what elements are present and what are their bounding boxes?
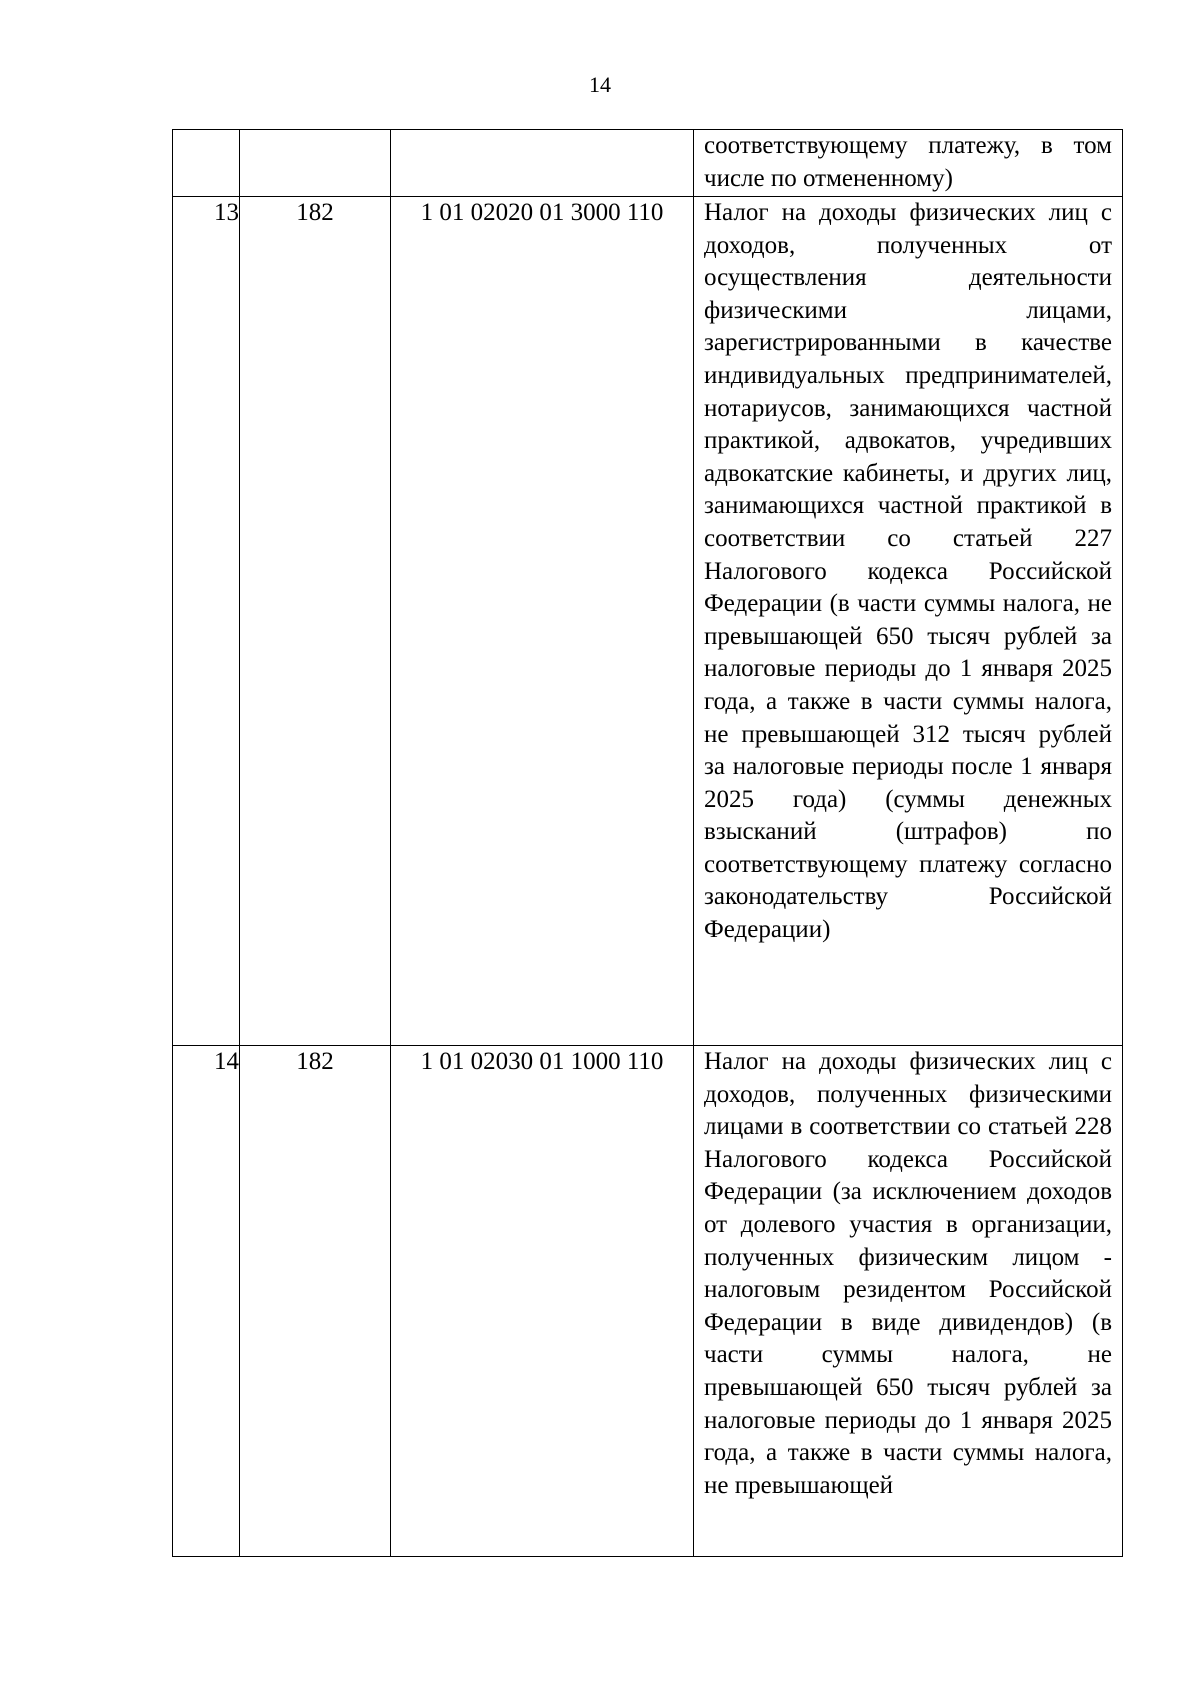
income-name: Налог на доходы физических лиц с доходов, полученных физическими лицами в соответствии со статьей 228 Налогового кодекса Российской Федерации (за исключением доходов от долевого участия в организации, полученных физическим лицом - налоговым резидентом Российской Федерации в виде дивидендов) (в части суммы налога, не превышающей 650 тысяч рублей за налоговые периоды до 1 января 2025 года, а также в части суммы налога, не превышающей [704, 1048, 1112, 1499]
budget-codes-table [172, 129, 1123, 1557]
admin-code-cell [240, 130, 391, 197]
table-row [173, 130, 1123, 197]
row-number-cell [173, 130, 240, 197]
row-number-cell [173, 1046, 240, 1557]
row-number: 14 [214, 1048, 239, 1075]
kbk-code-cell [391, 130, 694, 197]
row-number-cell [173, 197, 240, 1046]
income-name: Налог на доходы физических лиц с доходов, полученных от осуществления деятельности физическими лицами, зарегистрированными в качестве индивидуальных предпринимателей, нотариусов, занимающихся частной практикой, адвокатов, учредивших адвокатские кабинеты, и других лиц, занимающихся частной практикой в соответствии со статьей 227 Налогового кодекса Российской Федерации (в части суммы налога, не превышающей 650 тысяч рублей за налоговые периоды до 1 января 2025 года, а также в части суммы налога, не превышающей 312 тысяч рублей за налоговые периоды после 1 января 2025 года) (суммы денежных взысканий (штрафов) по соответствующему платежу согласно законодательству Российской Федерации) [704, 199, 1112, 944]
admin-code-cell [240, 1046, 391, 1557]
income-name-cell [694, 130, 1123, 197]
income-name-cell [694, 1046, 1123, 1557]
kbk-code: 1 01 02030 01 1000 110 [420, 1048, 664, 1075]
table-row [173, 197, 1123, 1046]
page-number: 14 [589, 72, 611, 97]
income-name-cell [694, 197, 1123, 1046]
kbk-code-cell [391, 197, 694, 1046]
admin-code: 182 [296, 199, 334, 226]
income-name: соответствующему платежу, в том числе по отмененному) [704, 132, 1112, 192]
admin-code-cell [240, 197, 391, 1046]
row-number: 13 [214, 199, 239, 226]
admin-code: 182 [296, 1048, 334, 1075]
kbk-code: 1 01 02020 01 3000 110 [420, 199, 664, 226]
kbk-code-cell [391, 1046, 694, 1557]
table-row [173, 1046, 1123, 1557]
